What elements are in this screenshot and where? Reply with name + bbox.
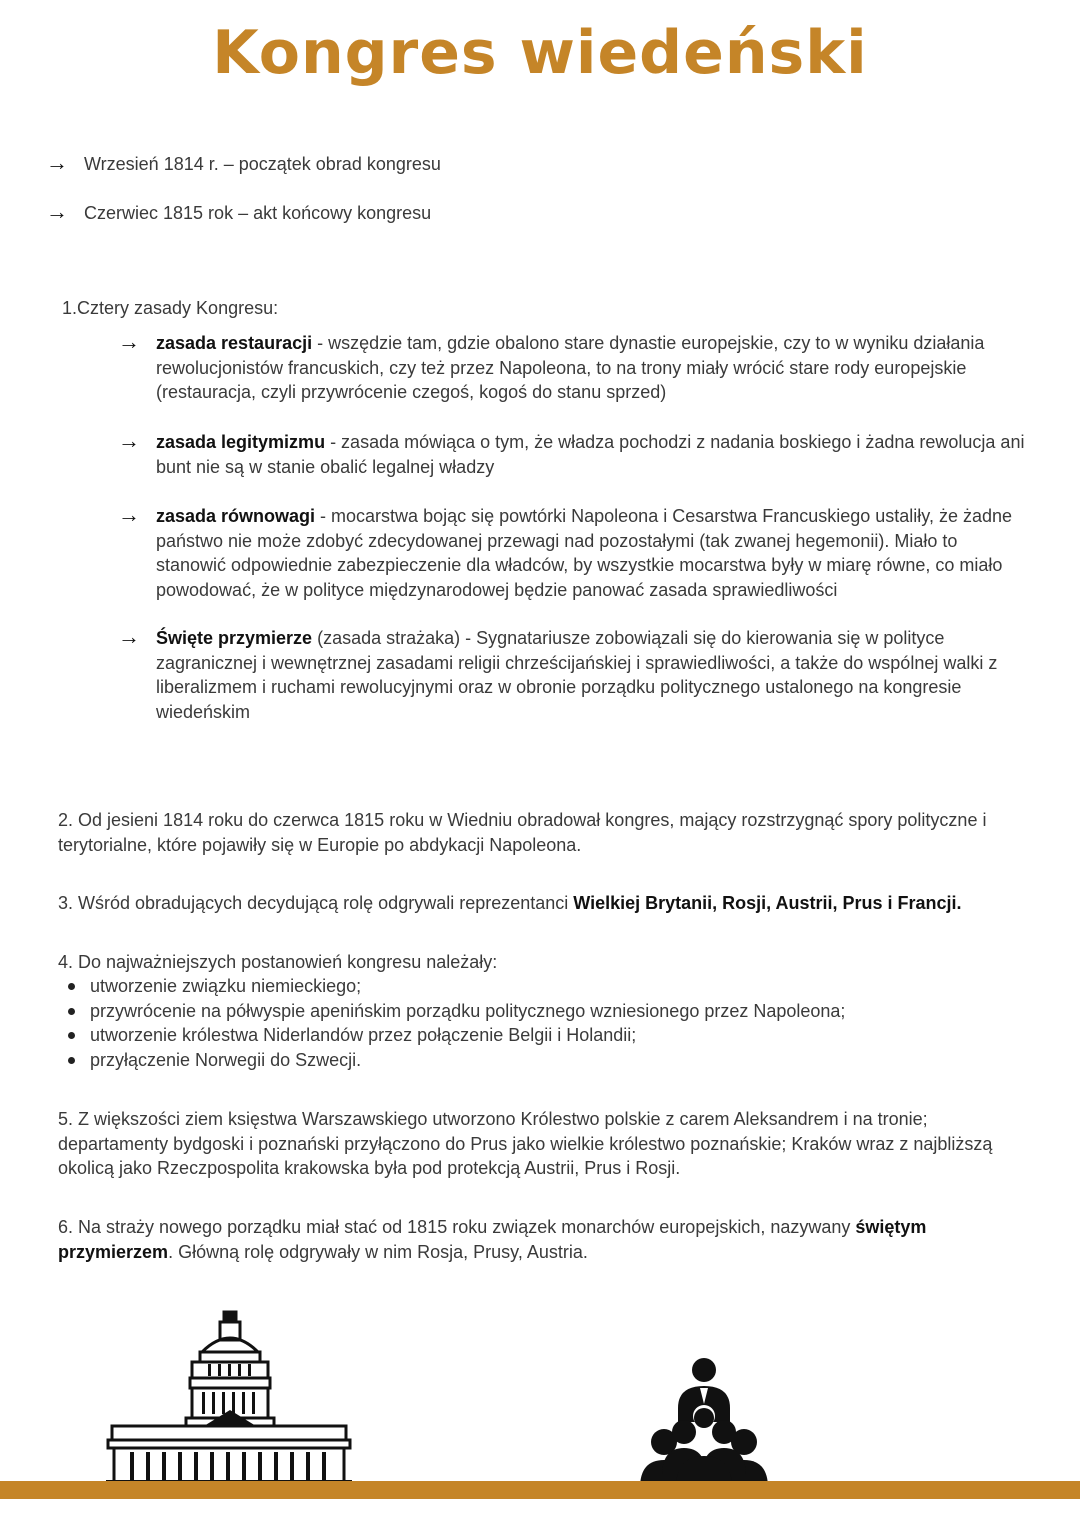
paragraph-6-tail: . Główną rolę odgrywały w nim Rosja, Prusy, Austria. (168, 1241, 588, 1262)
paragraph-2: 2. Od jesieni 1814 roku do czerwca 1815 roku w Wiedniu obradował kongres, mający rozstrzygnąć spory polityczne i terytorialne, które pojawiły się w Europie po abdykacji Napoleona. (58, 810, 987, 855)
date-text: Wrzesień 1814 r. – początek obrad kongresu (84, 154, 441, 174)
arrow-icon: → (118, 329, 140, 354)
list-item: utworzenie związku niemieckiego; (66, 974, 845, 999)
bottom-accent-bar (0, 1481, 1080, 1499)
paragraph-6 (58, 1215, 1018, 1264)
arrow-icon: → (118, 502, 140, 527)
principle-text: - mocarstwa bojąc się powtórki Napoleona i Cesarstwa Francuskiego ustaliły, że żadne państwo nie może zdobyć zdecydowanej przewagi nad pozostałymi (tak zwanej hegemonii). Miało to stanowić odpowiednie zabezpieczenie dla władców, by wszystkie mocarstwa były w miarę równe, co miało powodować, że w polityce międzynarodowej będzie panować zasada sprawiedliwości (156, 506, 1013, 600)
date-item-end (46, 199, 431, 225)
principle-holy-alliance (118, 626, 1028, 724)
principle-legitimism (118, 430, 1028, 479)
principle-term: zasada restauracji (156, 333, 313, 353)
principle-text: (zasada strażaka) - Sygnatariusze zobowiązali się do kierowania się w polityce zagranicznej i wewnętrznej zasadami religii chrześcijańskiej i sprawiedliwości, a także do wspólnej walki z liberalizmem i ruchami rewolucyjnymi oraz w obronie porządku politycznego ustalonego na kongresie wiedeńskim (156, 628, 998, 722)
paragraph-5: 5. Z większości ziem księstwa Warszawskiego utworzono Królestwo polskie z carem Aleksandrem i na tronie; departamenty bydgoski i poznański przyłączono do Prus jako wielkie królestwo poznańskie; Kraków wraz z najbliższą okolicą jako Rzeczpospolita krakowska była pod protekcją Austrii, Prus i Rosji. (58, 1109, 993, 1178)
meeting-people-icon (636, 1356, 772, 1492)
principle-restoration (118, 331, 1028, 405)
principle-term: zasada legitymizmu (156, 432, 326, 452)
paragraph-3-bold: Wielkiej Brytanii, Rosji, Austrii, Prus i Francji. (573, 893, 962, 913)
principle-balance (118, 504, 1028, 602)
paragraph-6-bold: świętym przymierzem (58, 1217, 927, 1262)
paragraph-4-intro: 4. Do najważniejszych postanowień kongresu należały: (58, 952, 498, 972)
capitol-building-icon (106, 1310, 352, 1486)
page-title: Kongres wiedeński (212, 18, 868, 88)
decisions-list (66, 974, 845, 1072)
principle-term: zasada równowagi (156, 506, 316, 526)
arrow-icon: → (46, 150, 68, 175)
list-item: przyłączenie Norwegii do Szwecji. (66, 1048, 845, 1073)
arrow-icon: → (46, 199, 68, 224)
principles-heading: 1.Cztery zasady Kongresu: (62, 298, 279, 318)
paragraph-3 (58, 891, 1018, 916)
principle-text: - zasada mówiąca o tym, że władza pochodzi z nadania boskiego i żadna rewolucja ani bunt nie są w stanie obalić legalnej władzy (156, 432, 1025, 477)
arrow-icon: → (118, 428, 140, 453)
principle-text: - wszędzie tam, gdzie obalono stare dynastie europejskie, czy to w wyniku działania rewolucjonistów francuskich, czy też przez Napoleona, to na trony miały wrócić stare rody europejskie (restauracja, czyli przywrócenie czegoś, kogoś do stanu sprzed) (156, 333, 985, 402)
date-text: Czerwiec 1815 rok – akt końcowy kongresu (84, 203, 432, 223)
list-item: przywrócenie na półwyspie apenińskim porządku politycznego wzniesionego przez Napoleona; (66, 999, 845, 1024)
arrow-icon: → (118, 624, 140, 649)
paragraph-6-text: 6. Na straży nowego porządku miał stać od 1815 roku związek monarchów europejskich, nazywany (58, 1217, 856, 1237)
paragraph-3-text: 3. Wśród obradujących decydującą rolę odgrywali reprezentanci (58, 893, 574, 913)
principle-term: Święte przymierze (156, 628, 313, 648)
list-item: utworzenie królestwa Niderlandów przez połączenie Belgii i Holandii; (66, 1023, 845, 1048)
date-item-start (46, 150, 441, 176)
